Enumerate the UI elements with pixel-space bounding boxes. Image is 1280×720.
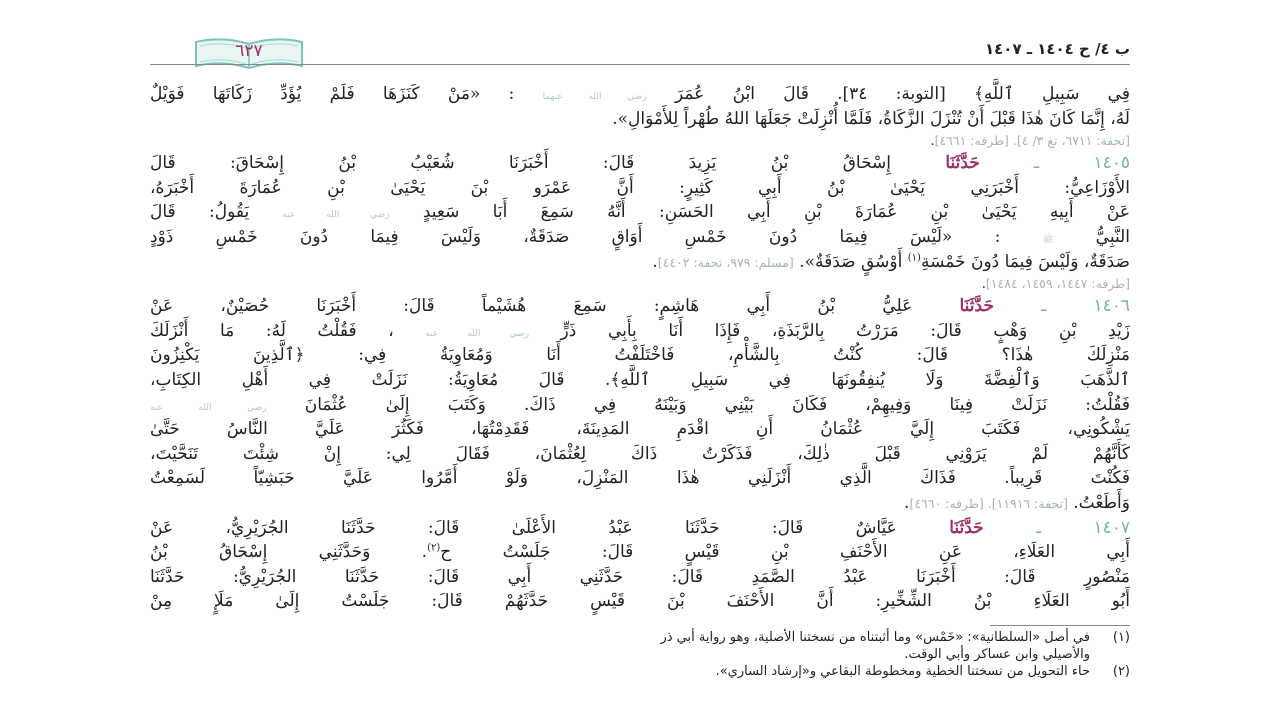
text-run: الأَوْزَاعِيُّ: أَخْبَرَنِي يَحْيَىٰ بْنُ أَبِي كَثِيرٍ: أَنَّ عَمْرَو بْنَ يَحْيَىٰ بْنِ عُمَارَةَ أَخْبَرَهُ، [150, 177, 1130, 198]
honorific-mark: رضي الله عنه [425, 328, 529, 339]
header-rule [150, 64, 1130, 65]
reference-citation: [تحفة: ٦٧١١، تغ ٣/ ٤]. [طرفه: ٤٦٦١] [934, 133, 1130, 149]
footnotes [150, 629, 1130, 680]
text-line [150, 176, 1130, 201]
text-run: : «مَنْ كَنَزَهَا فَلَمْ يُؤَدِّ زَكَاتَهَا فَوَيْلٌ [150, 84, 543, 104]
text-run: صَدَقَةٌ، وَلَيْسَ فِيمَا دُونَ خَمْسَةِ [920, 251, 1130, 272]
footnote-line [150, 663, 1130, 680]
text-run: . [904, 492, 910, 513]
text-line [150, 151, 1130, 176]
text-run: : «لَيْسَ فِيمَا دُونَ خَمْسِ أَوَاقٍ صَدَقَةٌ، وَلَيْسَ فِيمَا دُونَ خَمْسِ ذَوْدٍ [150, 226, 1043, 247]
text-run: عَيَّاشٌ قَالَ: حَدَّثَنَا عَبْدُ الأَعْلَىٰ قَالَ: حَدَّثَنَا الجُرَيْرِيُّ، عَنْ [150, 517, 950, 538]
hadith-number: ١٤٠٧ ـ [983, 517, 1130, 538]
honorific-mark: ﷺ [1042, 234, 1054, 245]
text-run: يَشْكُونِي، فَكَتَبَ إِلَيَّ عُثْمَانُ أَنِ اقْدَمِ المَدِينَةَ، فَقَدِمْتُهَا، فَكَثُرَ عَلَيَّ النَّاسُ حَتَّىٰ [150, 419, 1130, 440]
footnote-line [150, 646, 1130, 663]
reference-citation: [طرفه: ١٤٤٧، ١٤٥٩، ١٤٨٤] [985, 276, 1130, 292]
text-line [150, 491, 1130, 516]
text-run: أَبِي العَلَاءِ، عَنِ الأَحْنَفِ بْنِ قَيْسٍ قَالَ: جَلَسْتُ ح [440, 542, 1130, 563]
text-line [150, 589, 1130, 614]
text-run: مَنْزِلَكَ هٰذَا؟ قَالَ: كُنْتُ بِالشَّأْمِ، فَاخْتَلَفْتُ أَنَا وَمُعَاوِيَةُ فِي: ﴿ٱلَّذِينَ يَكْنِزُونَ [150, 345, 1130, 366]
text-line [150, 393, 1130, 418]
text-line [150, 368, 1130, 393]
text-line [150, 200, 1130, 225]
footnote-text: في أصل «السلطانية»: «خَمْس» وما أثبتناه من نسختنا الأصلية، وهو رواية أبي ذر [660, 630, 1090, 645]
text-run: عَلِيُّ بْنُ أَبِي هَاشِمٍ: سَمِعَ هُشَيْماً قَالَ: أَخْبَرَنَا حُصَيْنٌ، عَنْ [150, 296, 960, 317]
text-run: وَأَطَعْتُ. [1067, 492, 1130, 513]
honorific-mark: رضي الله عنه [150, 402, 267, 413]
text-run: أَوْسُقٍ صَدَقَةٌ». [793, 251, 908, 272]
chapter-hadith-range: ب ٤/ ح ١٤٠٤ ـ ١٤٠٧ [984, 40, 1130, 58]
text-line [150, 82, 1130, 107]
text-line [150, 540, 1130, 565]
text-run: ، فَقُلْتُ لَهُ: مَا أَنْزَلَكَ [150, 320, 426, 341]
footnote-number: (١) [1112, 630, 1130, 645]
footnote-line [150, 629, 1130, 646]
text-line [150, 343, 1130, 368]
text-run: يَقُولُ: قَالَ [150, 202, 283, 223]
text-line [150, 107, 1130, 132]
footnote-text: حاء التحويل من نسختنا الخطية ومخطوطة البقاعي و«إرشاد الساري». [715, 664, 1090, 679]
text-line [150, 225, 1130, 250]
reference-line [150, 131, 1130, 151]
text-run: إِسْحَاقُ بْنُ يَزِيدَ قَالَ: أَخْبَرَنَا شُعَيْبُ بْنُ إِسْحَاقَ: قَالَ [150, 153, 946, 174]
text-run: مَنْصُورٍ قَالَ: أَخْبَرَنَا عَبْدُ الصَّمَدِ قَالَ: حَدَّثَنِي أَبِي قَالَ: حَدَّثَنَا الجُرَيْرِيُّ: حَدَّثَنَا [150, 566, 1130, 587]
narration-keyword: حَدَّثَنَا [945, 153, 980, 174]
footnote-marker: (٢) [427, 542, 441, 554]
text-run: كَأَنَّهُمْ لَمْ يَرَوْنِي قَبْلَ ذٰلِكَ، فَذَكَرْتُ ذَاكَ لِعُثْمَانَ، فَقَالَ لِي: إِنْ شِئْتَ تَنَحَّيْتَ، [150, 443, 1130, 464]
hadith-text-body [150, 82, 1130, 614]
text-run: . [981, 277, 986, 293]
text-run: . [652, 251, 658, 272]
hadith-number: ١٤٠٥ ـ [979, 153, 1130, 174]
text-line [150, 466, 1130, 491]
honorific-mark: رضي الله عنهما [542, 92, 647, 102]
narration-keyword: حَدَّثَنَا [959, 296, 994, 317]
text-line [150, 250, 1130, 275]
text-run: النَّبِيُّ [1053, 226, 1130, 247]
footnote-number: (٢) [1112, 664, 1130, 679]
reference-citation: [تحفة: ١١٩١٦]. [طرفه: ٤٦٦٠] [909, 495, 1068, 511]
text-line [150, 417, 1130, 442]
honorific-mark: رضي الله عنه [282, 210, 390, 221]
text-run: فَقُلْتُ: نَزَلَتْ فِينَا وَفِيهِمْ، فَكَانَ بَيْنِي وَبَيْنَهُ فِي ذَاكَ. وَكَتَبَ إِلَىٰ عُثْمَانَ [266, 394, 1130, 415]
text-run: . وَحَدَّثَنِي إِسْحَاقُ بْنُ [150, 542, 428, 563]
text-run: فِي سَبِيلِ ٱللَّهِ﴾ [التوبة: ٣٤]. قَالَ ابْنُ عُمَرَ [646, 84, 1130, 104]
text-run: أَبُو العَلَاءِ بْنُ الشِّخِّيرِ: أَنَّ الأَحْنَفَ بْنَ قَيْسٍ حَدَّثَهُمْ قَالَ: جَلَسْتُ إِلَىٰ مَلَإٍ مِنْ [150, 591, 1130, 612]
text-run: لَهُ، إِنَّمَا كَانَ هٰذَا قَبْلَ أَنْ تُنْزَلَ الزَّكَاةُ، فَلَمَّا أُنْزِلَتْ جَعَلَهَا اللهُ طُهْراً لِلأَمْوَالِ». [612, 108, 1130, 129]
text-line [150, 442, 1130, 467]
page-number-badge [192, 36, 306, 72]
narration-keyword: حَدَّثَنَا [949, 517, 984, 538]
text-run: ٱلذَّهَبَ وَٱلْفِضَّةَ وَلَا يُنفِقُونَهَا فِي سَبِيلِ ٱللَّهِ﴾. قَالَ مُعَاوِيَةُ: نَزَلَتْ فِي أَهْلِ الكِتَابِ، [150, 369, 1130, 390]
footnote-text: والأصيلي وابن عساكر وأبي الوقت. [904, 647, 1090, 662]
reference-citation: [مسلم: ٩٧٩، تحفة: ٤٤٠٢] [657, 254, 794, 270]
text-run: فَكُنْتَ قَرِيباً. فَذَاكَ الَّذِي أَنْزَلَنِي هٰذَا المَنْزِلَ، وَلَوْ أَمَّرُوا عَلَيَّ حَبَشِيّاً لَسَمِعْتُ [150, 468, 1130, 489]
footnote-marker: (١) [907, 251, 921, 263]
footnote-rule [990, 625, 1130, 626]
text-line [150, 565, 1130, 590]
text-run: عَنْ أَبِيهِ يَحْيَىٰ بْنِ عُمَارَةَ بْنِ أَبِي الحَسَنِ: أَنَّهُ سَمِعَ أَبَا سَعِيدٍ [389, 202, 1130, 223]
text-line [150, 516, 1130, 541]
text-line [150, 294, 1130, 319]
hadith-number: ١٤٠٦ ـ [993, 296, 1130, 317]
reference-line [150, 274, 1130, 294]
page-number: ٦٢٧ [235, 41, 263, 61]
text-run: زَيْدِ بْنِ وَهْبٍ قَالَ: مَرَرْتُ بِالرَّبَذَةِ، فَإِذَا أَنَا بِأَبِي ذَرٍّ [528, 320, 1131, 341]
text-run: . [930, 134, 935, 150]
text-line [150, 319, 1130, 344]
